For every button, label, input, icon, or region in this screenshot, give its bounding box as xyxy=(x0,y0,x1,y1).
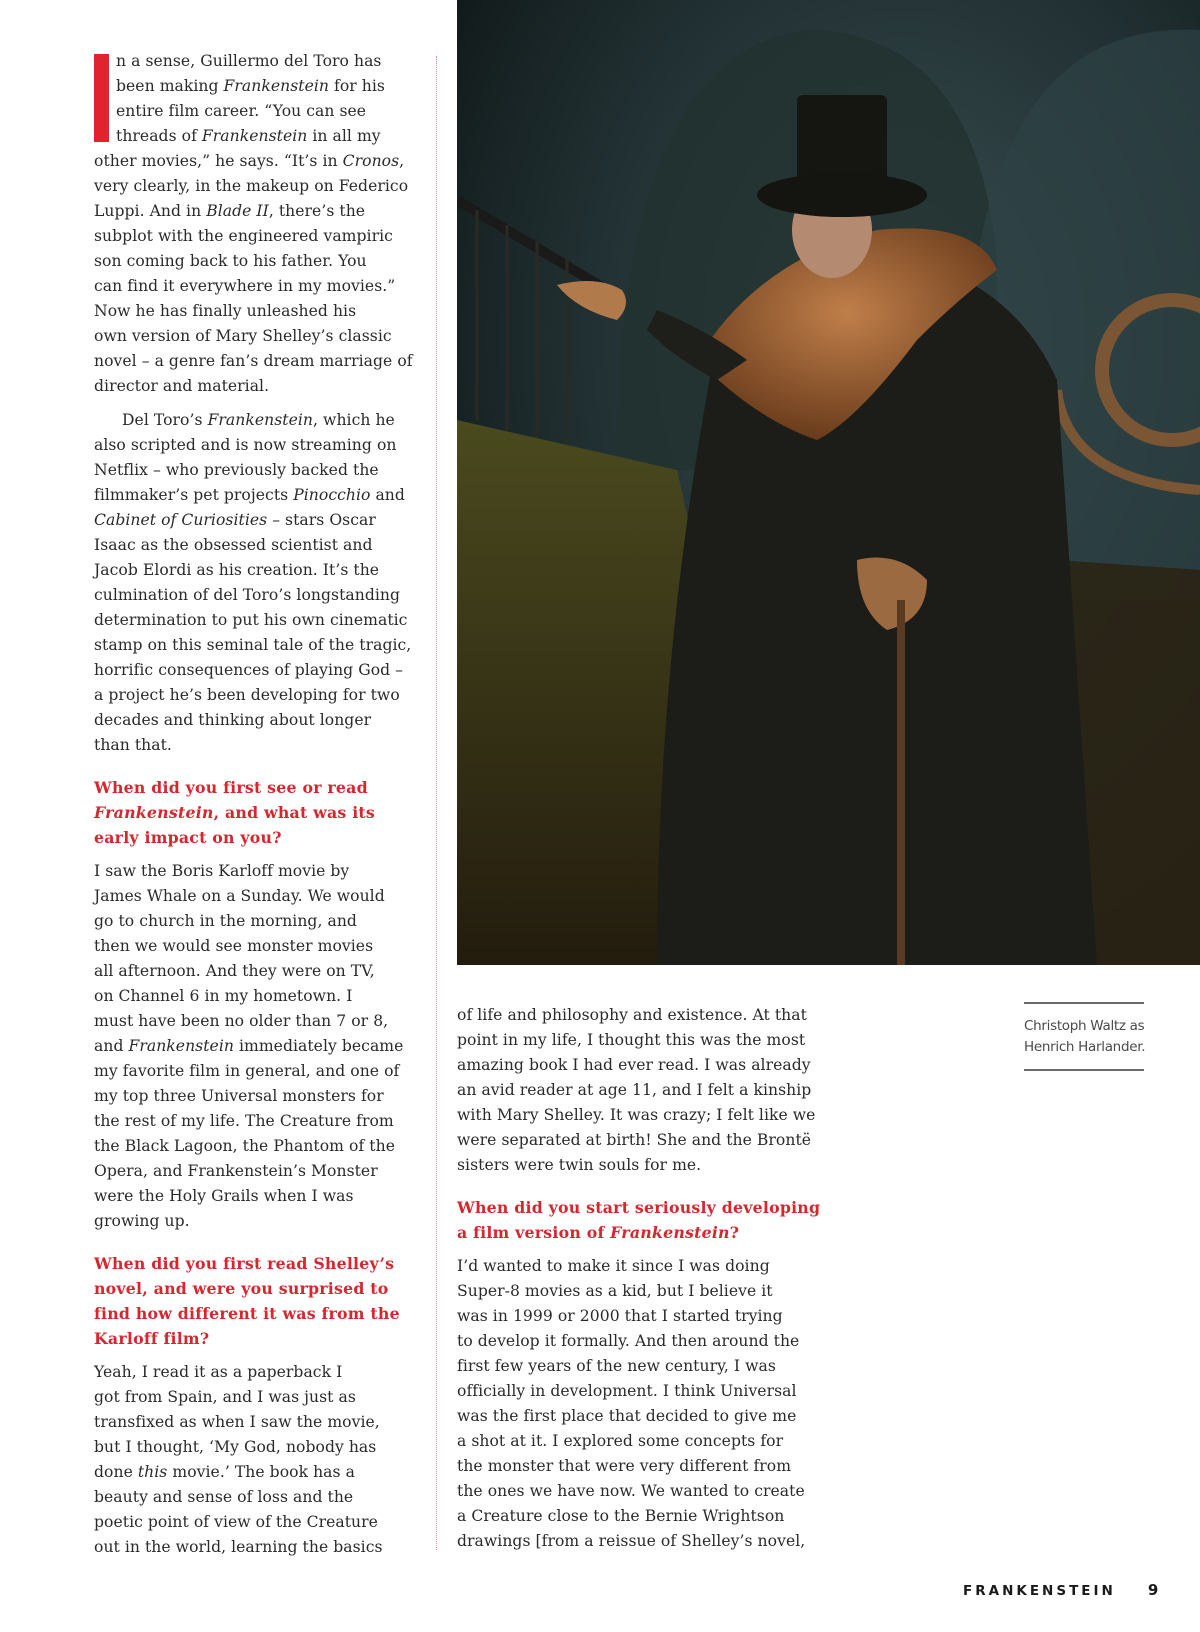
text-line: out in the world, learning the basics xyxy=(94,1538,383,1556)
text-line: transfixed as when I saw the movie, xyxy=(94,1413,380,1431)
text-line: an avid reader at age 11, and I felt a kinship xyxy=(457,1081,812,1099)
text-line: my favorite film in general, and one of xyxy=(94,1062,400,1080)
text-line: very clearly, in the makeup on Federico xyxy=(94,177,409,195)
text-line: were separated at birth! She and the Brontë xyxy=(457,1131,812,1149)
text-line: subplot with the engineered vampiric xyxy=(94,227,393,245)
text-line: decades and thinking about longer xyxy=(94,711,372,729)
text-line: to develop it formally. And then around the xyxy=(457,1332,800,1350)
text-line: Netflix – who previously backed the xyxy=(94,461,379,479)
text-line: n a sense, Guillermo del Toro has xyxy=(116,52,382,70)
text-line: James Whale on a Sunday. We would xyxy=(94,887,385,905)
text-line: son coming back to his father. You xyxy=(94,252,367,270)
text-line: a film version of Frankenstein? xyxy=(457,1223,740,1242)
text-line: a shot at it. I explored some concepts for xyxy=(457,1432,784,1450)
feature-photo xyxy=(457,0,1200,965)
body-paragraph xyxy=(94,49,424,399)
drop-cap xyxy=(94,54,109,142)
text-line: director and material. xyxy=(94,377,270,395)
text-line: Yeah, I read it as a paperback I xyxy=(94,1363,343,1381)
text-line: When did you first read Shelley’s xyxy=(94,1254,395,1273)
spacer xyxy=(457,1178,827,1195)
spacer xyxy=(94,758,424,775)
text-line: been making Frankenstein for his xyxy=(116,77,385,95)
text-line: I’d wanted to make it since I was doing xyxy=(457,1257,770,1275)
text-line: Super-8 movies as a kid, but I believe it xyxy=(457,1282,773,1300)
text-line: Cabinet of Curiosities – stars Oscar xyxy=(94,511,376,529)
text-line: first few years of the new century, I was xyxy=(457,1357,776,1375)
text-line: then we would see monster movies xyxy=(94,937,374,955)
text-line: determination to put his own cinematic xyxy=(94,611,408,629)
text-line: but I thought, ‘My God, nobody has xyxy=(94,1438,377,1456)
body-paragraph xyxy=(94,408,424,758)
column-2 xyxy=(457,1003,827,1554)
text-line: a Creature close to the Bernie Wrightson xyxy=(457,1507,785,1525)
text-line: other movies,” he says. “It’s in Cronos, xyxy=(94,152,405,170)
text-line: filmmaker’s pet projects Pinocchio and xyxy=(94,486,405,504)
dropcap-column-1 xyxy=(94,49,424,1560)
text-line: officially in development. I think Universal xyxy=(457,1382,797,1400)
page-number: 9 xyxy=(1147,1581,1159,1599)
text-line: also scripted and is now streaming on xyxy=(94,436,397,454)
text-line: a project he’s been developing for two xyxy=(94,686,400,704)
body-paragraph xyxy=(457,1003,827,1178)
text-line: Isaac as the obsessed scientist and xyxy=(94,536,373,554)
text-line: got from Spain, and I was just as xyxy=(94,1388,356,1406)
caption-line-2: Henrich Harlander. xyxy=(1024,1039,1146,1055)
text-line: than that. xyxy=(94,736,172,754)
text-line: early impact on you? xyxy=(94,828,282,847)
text-line: sisters were twin souls for me. xyxy=(457,1156,702,1174)
spacer xyxy=(457,1245,827,1254)
text-line: Opera, and Frankenstein’s Monster xyxy=(94,1162,378,1180)
text-line: threads of Frankenstein in all my xyxy=(116,127,381,145)
interview-question xyxy=(94,775,424,850)
text-line: go to church in the morning, and xyxy=(94,912,357,930)
text-line: were the Holy Grails when I was xyxy=(94,1187,354,1205)
photo-caption xyxy=(1024,1002,1144,1071)
text-line: poetic point of view of the Creature xyxy=(94,1513,378,1531)
text-line: the rest of my life. The Creature from xyxy=(94,1112,394,1130)
text-line: was the first place that decided to give me xyxy=(457,1407,797,1425)
text-line: When did you start seriously developing xyxy=(457,1198,821,1217)
text-line: Frankenstein, and what was its xyxy=(94,803,375,822)
text-line: done this movie.’ The book has a xyxy=(94,1463,355,1481)
text-line: entire film career. “You can see xyxy=(116,102,367,120)
text-line: own version of Mary Shelley’s classic xyxy=(94,327,392,345)
text-line: stamp on this seminal tale of the tragic, xyxy=(94,636,412,654)
text-line: on Channel 6 in my hometown. I xyxy=(94,987,353,1005)
spacer xyxy=(94,850,424,859)
text-line: was in 1999 or 2000 that I started trying xyxy=(457,1307,783,1325)
text-line: Karloff film? xyxy=(94,1329,210,1348)
text-line: all afternoon. And they were on TV, xyxy=(94,962,375,980)
text-line: horrific consequences of playing God – xyxy=(94,661,404,679)
text-line: beauty and sense of loss and the xyxy=(94,1488,354,1506)
column-divider xyxy=(436,56,437,1550)
text-line: find how different it was from the xyxy=(94,1304,400,1323)
spacer xyxy=(94,399,424,408)
photo-illustration xyxy=(457,0,1200,965)
page-footer xyxy=(963,1581,1158,1599)
text-line: and Frankenstein immediately became xyxy=(94,1037,404,1055)
text-line: the monster that were very different from xyxy=(457,1457,792,1475)
text-line: with Mary Shelley. It was crazy; I felt like we xyxy=(457,1106,816,1124)
text-line: my top three Universal monsters for xyxy=(94,1087,384,1105)
text-line: growing up. xyxy=(94,1212,190,1230)
text-line: Now he has finally unleashed his xyxy=(94,302,357,320)
text-line: novel, and were you surprised to xyxy=(94,1279,389,1298)
interview-question xyxy=(457,1195,827,1245)
body-paragraph xyxy=(457,1254,827,1554)
text-line: must have been no older than 7 or 8, xyxy=(94,1012,389,1030)
spacer xyxy=(94,1234,424,1251)
body-paragraph xyxy=(94,859,424,1234)
text-line: point in my life, I thought this was the most xyxy=(457,1031,806,1049)
text-line: When did you first see or read xyxy=(94,778,368,797)
text-line: amazing book I had ever read. I was already xyxy=(457,1056,811,1074)
text-line: can find it everywhere in my movies.” xyxy=(94,277,396,295)
text-line: the ones we have now. We wanted to create xyxy=(457,1482,805,1500)
text-line: drawings [from a reissue of Shelley’s novel, xyxy=(457,1532,806,1550)
text-line: novel – a genre fan’s dream marriage of xyxy=(94,352,413,370)
spacer xyxy=(94,1351,424,1360)
caption-line-1: Christoph Waltz as xyxy=(1024,1018,1145,1034)
text-line: I saw the Boris Karloff movie by xyxy=(94,862,350,880)
text-line: culmination of del Toro’s longstanding xyxy=(94,586,401,604)
section-title: FRANKENSTEIN xyxy=(963,1583,1116,1599)
text-line: of life and philosophy and existence. At that xyxy=(457,1006,807,1024)
text-line: Jacob Elordi as his creation. It’s the xyxy=(94,561,380,579)
text-line: Luppi. And in Blade II, there’s the xyxy=(94,202,366,220)
text-line: the Black Lagoon, the Phantom of the xyxy=(94,1137,395,1155)
interview-question xyxy=(94,1251,424,1351)
text-line: Del Toro’s Frankenstein, which he xyxy=(122,411,395,429)
body-paragraph xyxy=(94,1360,424,1560)
